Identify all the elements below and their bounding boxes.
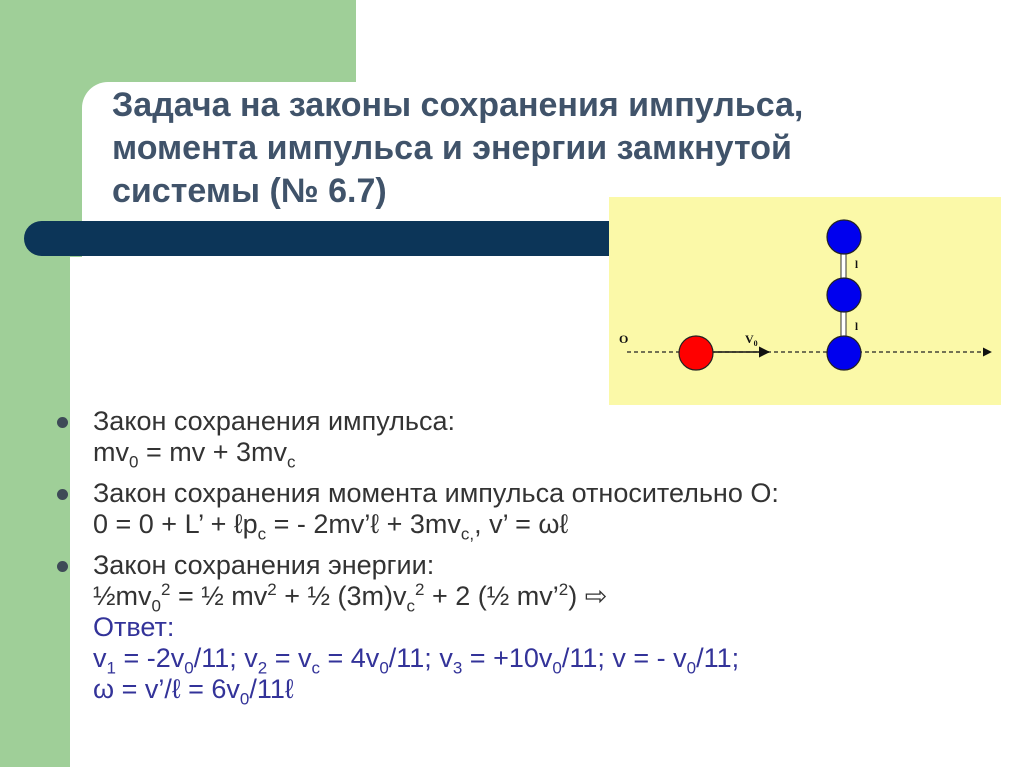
physics-diagram (609, 197, 1001, 405)
upper-rod-length-label: l (855, 259, 859, 271)
diagram-svg (609, 197, 1001, 405)
bullet-energy (52, 550, 1012, 709)
velocity-symbol: V (745, 332, 754, 346)
rod-ball-middle (827, 278, 861, 312)
rod-ball-bottom (827, 336, 861, 370)
bullet-momentum (52, 406, 1012, 472)
title-line-1: Задача на законы сохранения импульса, (112, 86, 804, 124)
momentum-heading: Закон сохранения импульса: (93, 406, 455, 436)
slide-title (112, 84, 952, 213)
bullet-list (52, 406, 1012, 715)
origin-label: O (619, 332, 629, 346)
bullet-dot (57, 489, 68, 500)
title-underline-bar (24, 221, 624, 256)
title-line-2: момента импульса и энергии замкнутой (112, 129, 792, 167)
rod-ball-top (827, 220, 861, 254)
incoming-ball (679, 336, 713, 370)
answer-angular-velocity: ω = v’/ℓ = $6v_0/11\ell$ (93, 674, 294, 709)
velocity-label (745, 332, 758, 348)
velocity-subscript: 0 (753, 339, 758, 348)
angular-formula: 0 = 0 + L’ + ℓp$_c$ = - 2mv’ℓ + $3mv_{c,}$, v’ = ωℓ (93, 509, 569, 544)
momentum-formula: $mv_0$ = mv + $3mv_c$ (93, 437, 296, 472)
energy-formula: $\frac{1}{2}mv_0^2$ = ½ $mv^2$ + ½ $(3m)v_c^2 + 2$ (½ mv’$^2$) ⇨ (93, 580, 608, 616)
angular-heading: Закон сохранения момента импульса относительно O: (93, 478, 779, 508)
answer-velocities: $v_1 = -2v_0/11$; $v_2 = v_c = 4v_0/11$; $v_3 = +10v_0/11$; v = - $v_0/11$; (93, 643, 740, 678)
title-line-3: системы (№ 6.7) (112, 172, 387, 210)
bullet-dot (57, 417, 68, 428)
bullet-dot (57, 561, 68, 572)
lower-rod-length-label: l (855, 321, 859, 333)
answer-label: Ответ: (93, 612, 175, 642)
energy-heading: Закон сохранения энергии: (93, 550, 435, 580)
bullet-angular-momentum (52, 478, 1012, 544)
rod-lower (841, 312, 846, 338)
